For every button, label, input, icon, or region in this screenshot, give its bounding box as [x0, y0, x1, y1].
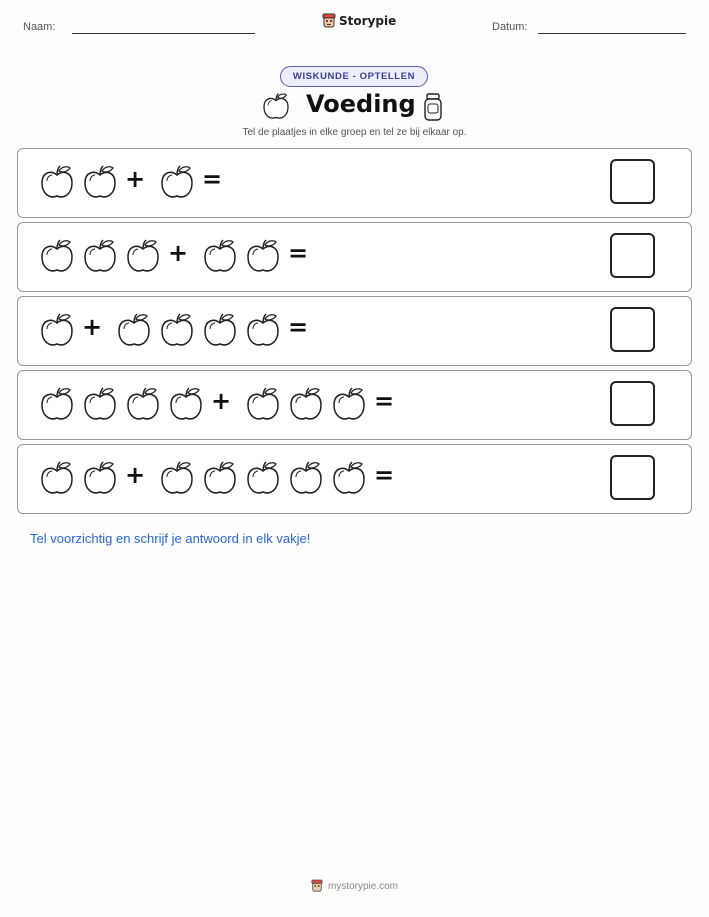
- subject-badge: WISKUNDE - OPTELLEN: [280, 66, 428, 87]
- apple-icon: [157, 163, 197, 203]
- apple-icon: [80, 459, 120, 499]
- plus-sign: +: [168, 239, 189, 267]
- equals-sign: =: [288, 239, 309, 267]
- apple-icon: [37, 163, 77, 203]
- apple-icon: [243, 237, 283, 277]
- apple-icon: [157, 459, 197, 499]
- equals-sign: =: [288, 313, 309, 341]
- apple-icon: [80, 163, 120, 203]
- brand-name: Storypie: [339, 14, 397, 28]
- apple-icon: [286, 385, 326, 425]
- answer-box[interactable]: [610, 381, 655, 426]
- storypie-mascot-icon: [311, 879, 323, 893]
- apple-icon: [80, 385, 120, 425]
- apple-icon: [80, 237, 120, 277]
- date-label: Datum:: [492, 21, 528, 33]
- apple-icon: [37, 311, 77, 351]
- problem-row: [17, 296, 692, 366]
- problem-row: [17, 444, 692, 514]
- apple-icon: [114, 311, 154, 351]
- name-label: Naam:: [23, 21, 56, 33]
- name-line[interactable]: [72, 33, 255, 34]
- apple-icon: [157, 311, 197, 351]
- apple-icon: [243, 311, 283, 351]
- apple-icon: [286, 459, 326, 499]
- apple-icon: [329, 459, 369, 499]
- plus-sign: +: [125, 461, 146, 489]
- answer-box[interactable]: [610, 455, 655, 500]
- apple-icon: [329, 385, 369, 425]
- date-line[interactable]: [538, 33, 686, 34]
- answer-box[interactable]: [610, 307, 655, 352]
- page-title: Voeding: [306, 90, 416, 118]
- plus-sign: +: [125, 165, 146, 193]
- apple-icon: [37, 237, 77, 277]
- jar-icon: [422, 92, 444, 122]
- storypie-mascot-icon: [322, 13, 336, 29]
- apple-icon: [243, 385, 283, 425]
- apple-icon: [200, 311, 240, 351]
- footer: [0, 879, 709, 893]
- plus-sign: +: [211, 387, 232, 415]
- plus-sign: +: [82, 313, 103, 341]
- footer-url: mystorypie.com: [327, 880, 398, 892]
- equals-sign: =: [374, 387, 395, 415]
- apple-icon: [37, 459, 77, 499]
- apple-icon: [166, 385, 206, 425]
- brand-logo: [322, 13, 396, 29]
- title-area: [260, 90, 450, 124]
- apple-icon: [123, 385, 163, 425]
- apple-icon: [37, 385, 77, 425]
- equals-sign: =: [202, 165, 223, 193]
- hint-text: Tel voorzichtig en schrijf je antwoord in elk vakje!: [30, 531, 311, 546]
- apple-icon: [200, 459, 240, 499]
- answer-box[interactable]: [610, 159, 655, 204]
- problem-row: [17, 148, 692, 218]
- apple-icon: [123, 237, 163, 277]
- answer-box[interactable]: [610, 233, 655, 278]
- instructions: Tel de plaatjes in elke groep en tel ze bij elkaar op.: [242, 127, 467, 138]
- problem-row: [17, 370, 692, 440]
- equals-sign: =: [374, 461, 395, 489]
- apple-icon: [200, 237, 240, 277]
- apple-icon: [260, 91, 292, 123]
- problem-row: [17, 222, 692, 292]
- apple-icon: [243, 459, 283, 499]
